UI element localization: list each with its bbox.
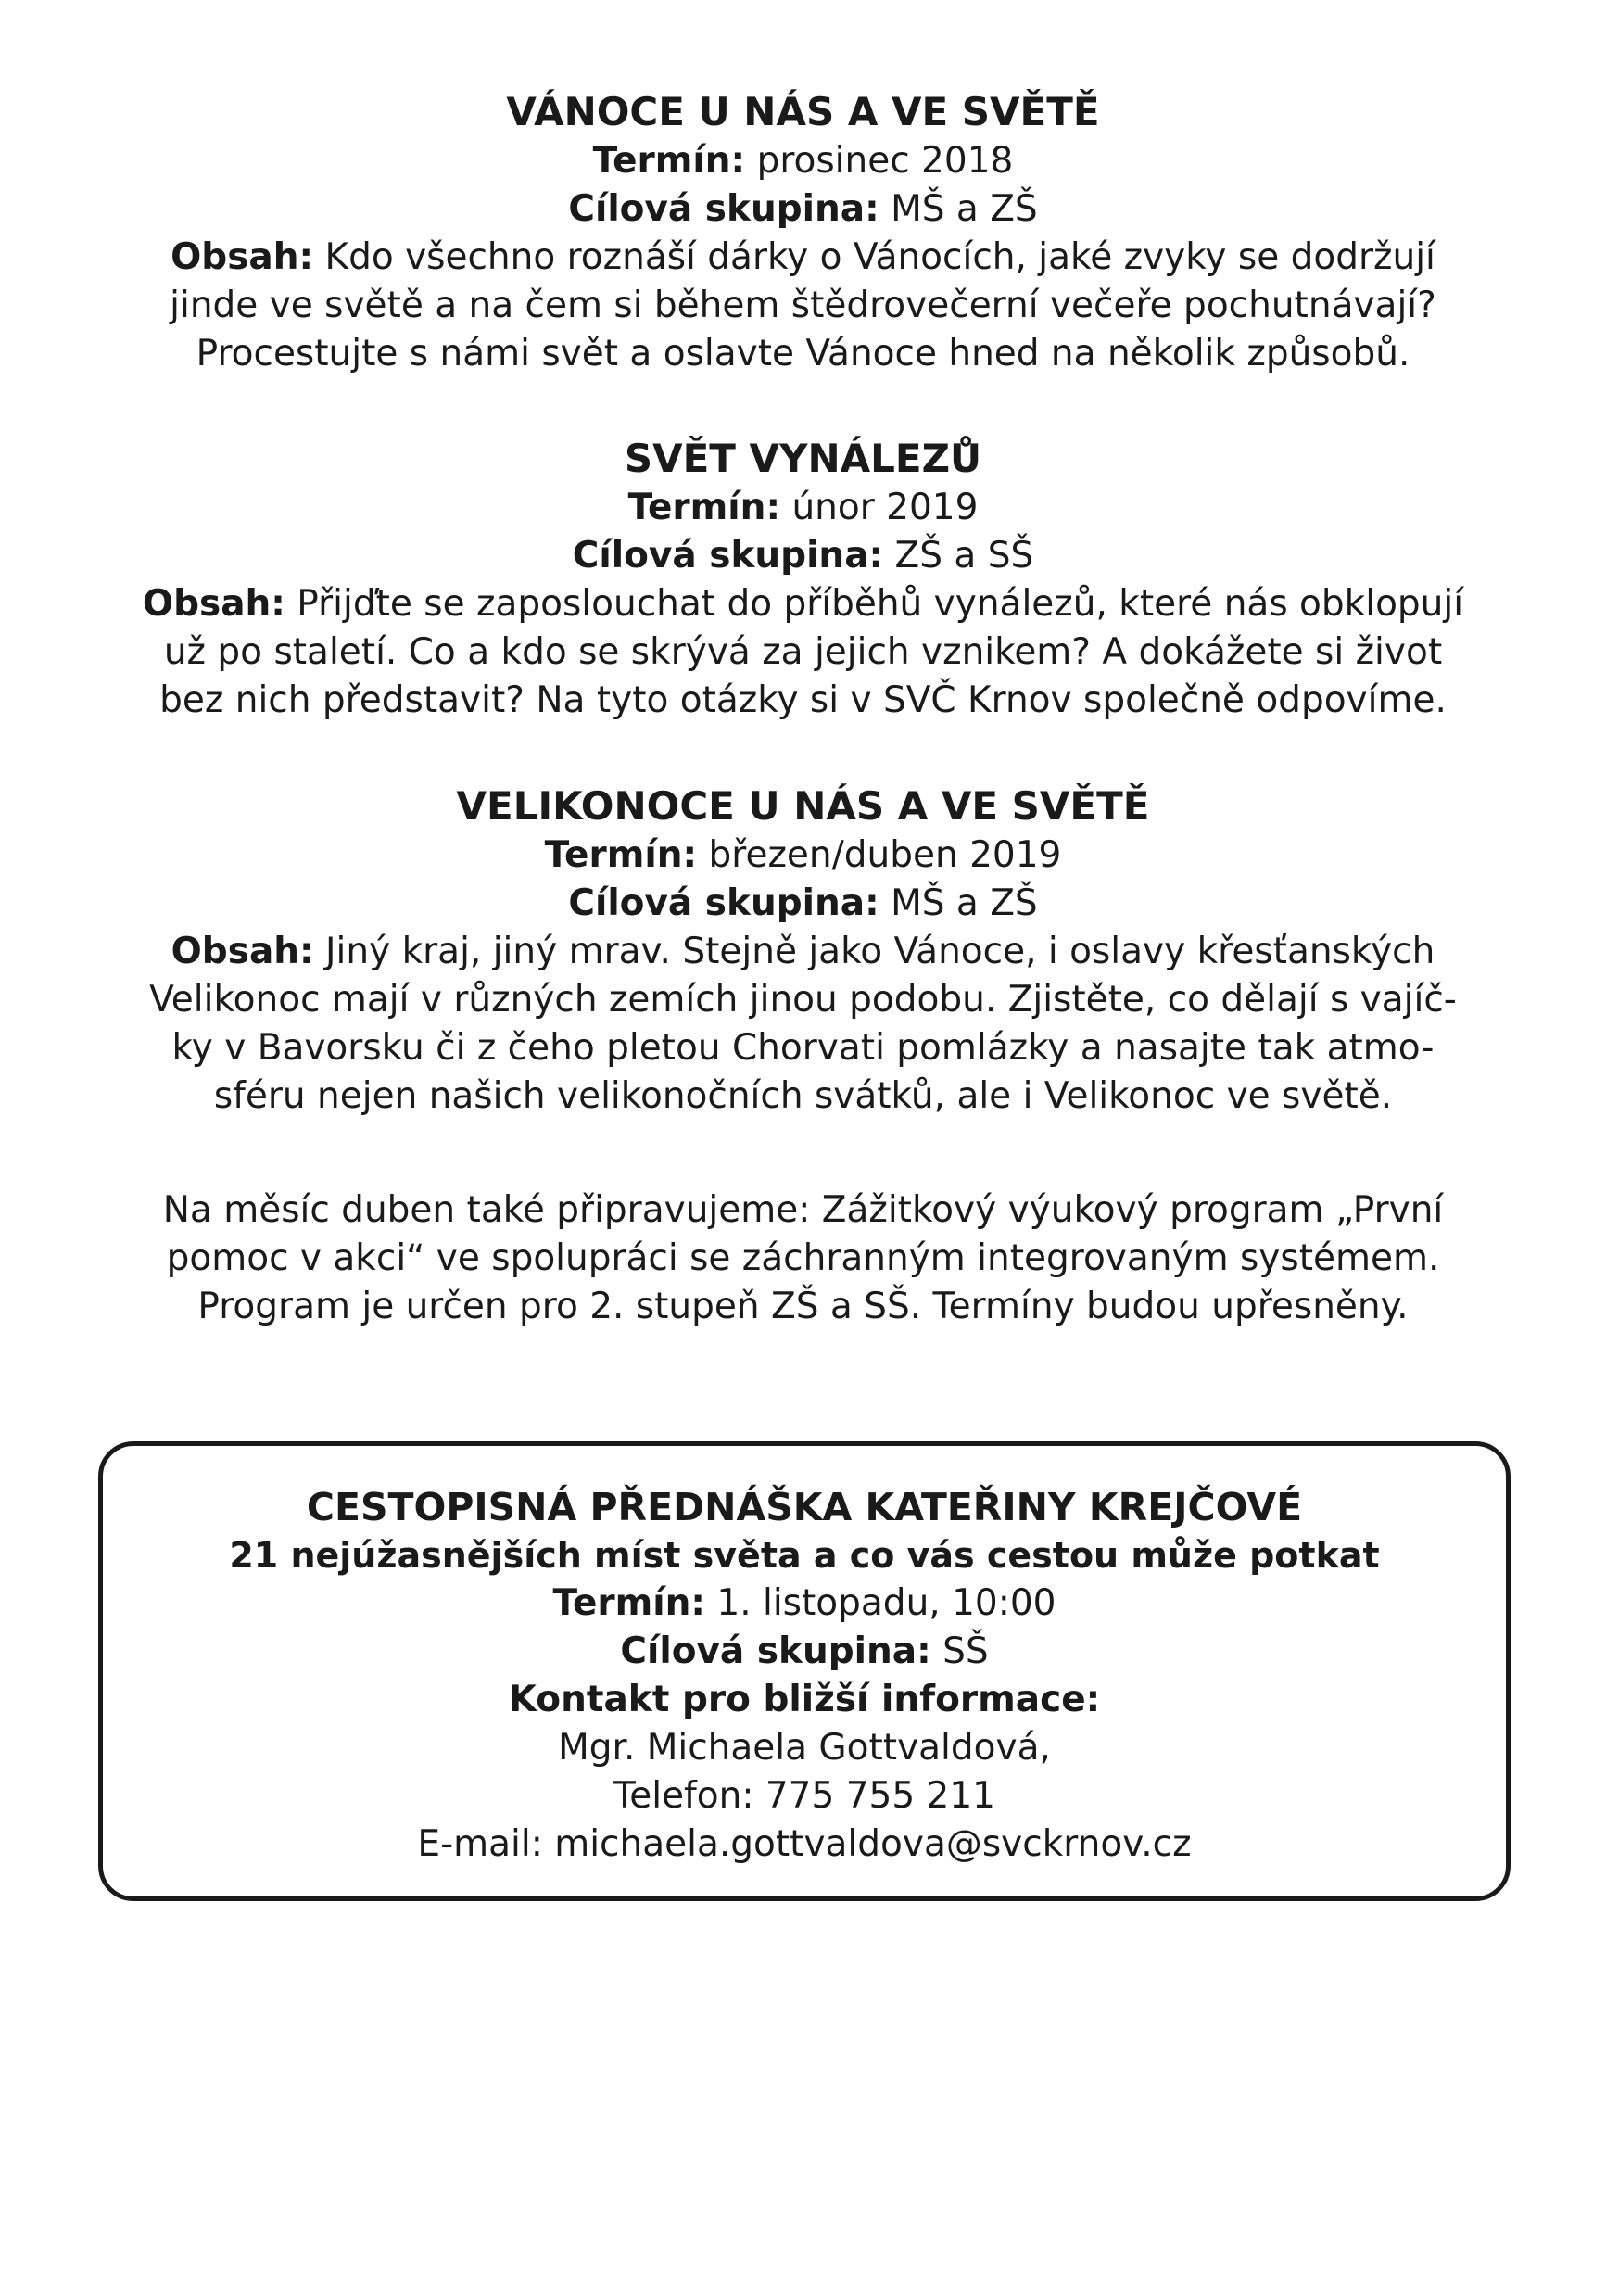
contact-phone: Telefon: 775 755 211 bbox=[613, 1775, 995, 1817]
lecture-target-group bbox=[103, 1628, 1506, 1676]
lecture-term bbox=[103, 1579, 1506, 1628]
note-line: pomoc v akci“ ve spolupráci se záchranným integrovaným systémem. bbox=[166, 1237, 1440, 1279]
content-text: Jiný kraj, jiný mrav. Stejně jako Vánoce, i oslavy křesťanských bbox=[325, 931, 1435, 972]
term-value: březen/duben 2019 bbox=[708, 834, 1062, 876]
event-content-line: Velikonoc mají v různých zemích jinou podobu. Zjistěte, co dělají s vajíč- bbox=[149, 979, 1457, 1021]
lecture-subtitle: 21 nejúžasnějších míst světa a co vás cestou může potkat bbox=[229, 1535, 1380, 1576]
note-line: Na měsíc duben také připravujeme: Zážitkový výukový program „První bbox=[162, 1189, 1444, 1231]
event-term bbox=[93, 484, 1513, 532]
event-title: SVĚT VYNÁLEZŮ bbox=[624, 436, 982, 481]
group-value: ZŠ a SŠ bbox=[894, 535, 1034, 577]
event-content-line: už po staletí. Co a kdo se skrývá za jejich vznikem? A dokážete si život bbox=[163, 631, 1443, 673]
event-velikonoce bbox=[93, 781, 1513, 1121]
event-content-line: bez nich představit? Na tyto otázky si v SVČ Krnov společně odpovíme. bbox=[159, 679, 1447, 721]
content-label: Obsah: bbox=[171, 236, 314, 278]
group-value: MŠ a ZŠ bbox=[891, 188, 1038, 230]
event-content-line: jinde ve světě a na čem si během štědrovečerní večeře pochutnávají? bbox=[170, 285, 1436, 326]
term-value: 1. listopadu, 10:00 bbox=[716, 1582, 1056, 1624]
event-vanoce bbox=[93, 87, 1513, 378]
event-content-line: ky v Bavorsku či z čeho pletou Chorvati pomlázky a nasajte tak atmo- bbox=[171, 1027, 1435, 1069]
event-title: VELIKONOCE U NÁS A VE SVĚTĚ bbox=[456, 783, 1150, 829]
event-title: VÁNOCE U NÁS A VE SVĚTĚ bbox=[506, 89, 1100, 134]
group-label: Cílová skupina: bbox=[568, 188, 879, 230]
event-term bbox=[93, 137, 1513, 185]
group-label: Cílová skupina: bbox=[620, 1630, 931, 1672]
content-label: Obsah: bbox=[142, 583, 285, 625]
group-value: SŠ bbox=[942, 1630, 989, 1672]
lecture-content bbox=[103, 1483, 1506, 1869]
term-value: prosinec 2018 bbox=[756, 140, 1014, 182]
event-svet-vynalezu bbox=[93, 434, 1513, 725]
lecture-title: CESTOPISNÁ PŘEDNÁŠKA KATEŘINY KREJČOVÉ bbox=[306, 1485, 1303, 1529]
contact-name: Mgr. Michaela Gottvaldová, bbox=[558, 1727, 1051, 1769]
event-target-group bbox=[93, 880, 1513, 928]
term-label: Termín: bbox=[552, 1582, 705, 1624]
contact-email: E-mail: michaela.gottvaldova@svckrnov.cz bbox=[417, 1823, 1192, 1865]
term-label: Termín: bbox=[592, 140, 746, 182]
content-label: Obsah: bbox=[171, 931, 314, 972]
event-content-line bbox=[93, 234, 1513, 282]
group-label: Cílová skupina: bbox=[568, 882, 879, 924]
event-content-line: Procestujte s námi svět a oslavte Vánoce hned na několik způsobů. bbox=[196, 333, 1410, 374]
content-text: Kdo všechno roznáší dárky o Vánocích, jaké zvyky se dodržují bbox=[324, 236, 1435, 278]
note-paragraph bbox=[93, 1186, 1513, 1331]
content-text: Přijďte se zaposlouchat do příběhů vynálezů, které nás obklopují bbox=[297, 583, 1464, 625]
term-label: Termín: bbox=[627, 487, 781, 528]
event-target-group bbox=[93, 532, 1513, 580]
contact-label: Kontakt pro bližší informace: bbox=[508, 1679, 1101, 1720]
event-content-line bbox=[93, 580, 1513, 628]
event-term bbox=[93, 831, 1513, 880]
term-value: únor 2019 bbox=[791, 487, 979, 528]
group-label: Cílová skupina: bbox=[572, 535, 884, 577]
group-value: MŠ a ZŠ bbox=[891, 882, 1038, 924]
term-label: Termín: bbox=[544, 834, 698, 876]
event-content-line: sféru nejen našich velikonočních svátků, ale i Velikonoc ve světě. bbox=[213, 1075, 1393, 1117]
lecture-box bbox=[98, 1441, 1511, 1901]
note-line: Program je určen pro 2. stupeň ZŠ a SŠ. Termíny budou upřesněny. bbox=[197, 1286, 1409, 1327]
event-target-group bbox=[93, 185, 1513, 234]
event-content-line bbox=[93, 928, 1513, 976]
